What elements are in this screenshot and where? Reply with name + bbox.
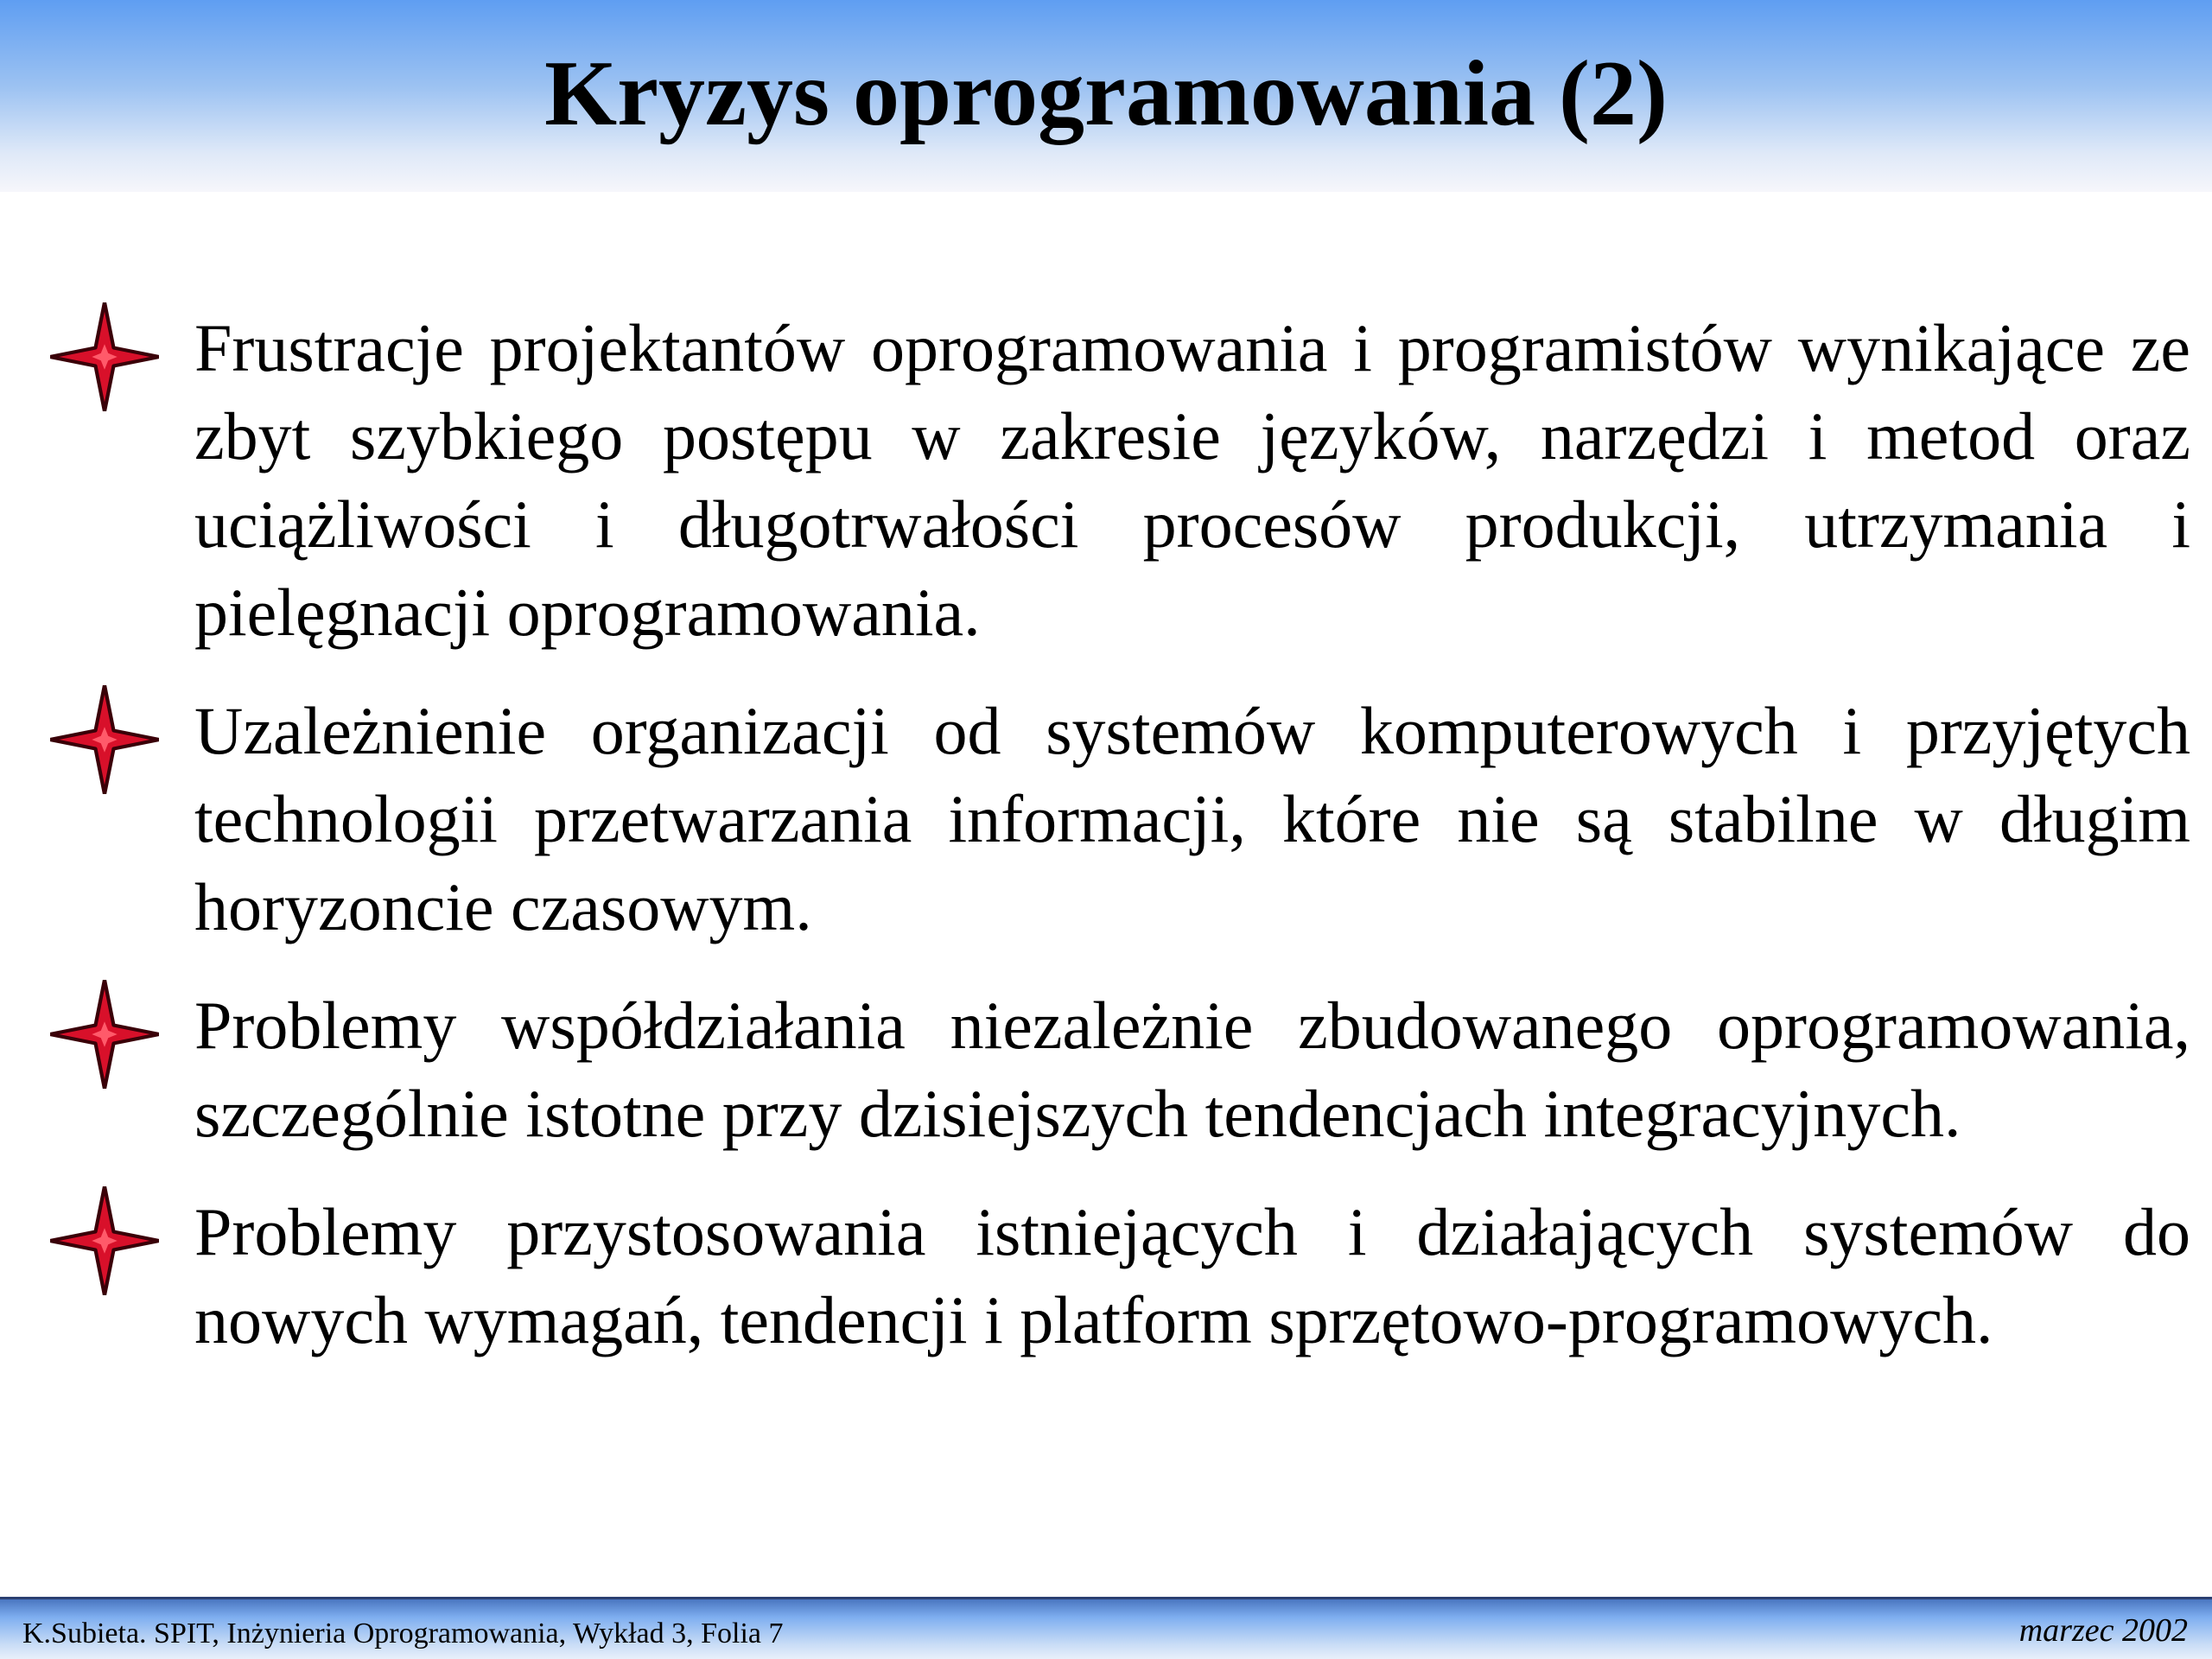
bullet-text: Problemy współdziałania niezależnie zbudowanego oprogramowania, szczególnie istotne przy dzisiejszych tendencjach integracyjnych.: [194, 988, 2190, 1151]
bullet-item: [0, 304, 2212, 657]
footer-date: marzec 2002: [2018, 1612, 2188, 1649]
bullet-text: Problemy przystosowania istniejących i działających systemów do nowych wymagań, tendencji i platform sprzętowo-programowych.: [194, 1194, 2190, 1357]
bullet-item: [0, 687, 2212, 951]
four-point-star-icon: [50, 302, 159, 411]
bullet-item: [0, 982, 2212, 1158]
slide-title: Kryzys oprogramowania (2): [544, 42, 1668, 145]
bullet-text: Frustracje projektantów oprogramowania i programistów wynikające ze zbyt szybkiego postępu w zakresie języków, narzędzi i metod oraz uciążliwości i długotrwałości procesów produkcji, utrzymania i pielęgnacji oprogramowania.: [194, 310, 2190, 650]
footer-credits: K.Subieta. SPIT, Inżynieria Oprogramowania, Wykład 3, Folia 7: [22, 1618, 784, 1649]
title-banner: [0, 0, 2212, 192]
bullet-text: Uzależnienie organizacji od systemów komputerowych i przyjętych technologii przetwarzania informacji, które nie są stabilne w długim horyzoncie czasowym.: [194, 693, 2190, 944]
bullet-list: [0, 304, 2212, 1364]
bullet-item: [0, 1188, 2212, 1364]
footer-bar: [0, 1597, 2212, 1659]
four-point-star-icon: [50, 980, 159, 1089]
four-point-star-icon: [50, 685, 159, 794]
four-point-star-icon: [50, 1186, 159, 1295]
